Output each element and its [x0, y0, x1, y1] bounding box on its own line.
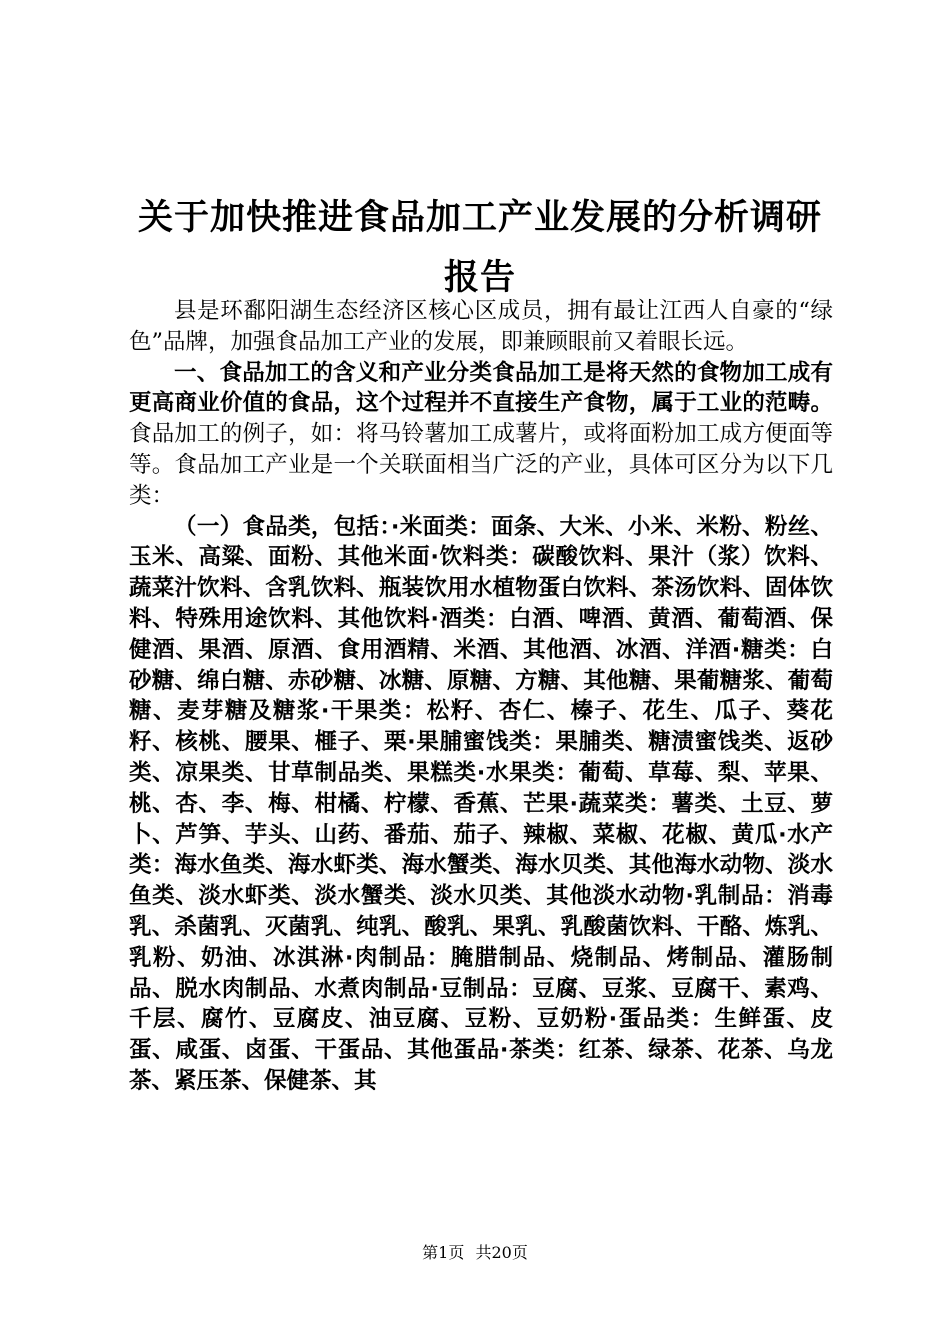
intro-paragraph: 县是环鄱阳湖生态经济区核心区成员，拥有最让江西人自豪的“绿色”品牌，加强食品加工产业的发展，即兼顾眼前又着眼长远。: [129, 298, 833, 355]
page-number: 第1页: [422, 1243, 465, 1262]
section1-paragraph: [129, 358, 833, 512]
section1-heading: 一、食品加工的含义和产业分类食品加工是将天然的食物加工成有更高商业价值的食品，这个过程并不直接生产食物，属于工业的范畴。: [129, 359, 833, 417]
document-body: [129, 296, 833, 1097]
page-total: 共20页: [475, 1243, 528, 1262]
section1-body: 食品加工的例子，如：将马铃薯加工成薯片，或将面粉加工成方便面等等。食品加工产业是一个关联面相当广泛的产业，具体可区分为以下几类：: [129, 421, 833, 509]
food-categories-paragraph: （一）食品类，包括：·米面类：面条、大米、小米、米粉、粉丝、玉米、高粱、面粉、其他米面·饮料类：碳酸饮料、果汁（浆）饮料、蔬菜汁饮料、含乳饮料、瓶装饮用水植物蛋白饮料、茶汤饮料、固体饮料、特殊用途饮料、其他饮料·酒类：白酒、啤酒、黄酒、葡萄酒、保健酒、果酒、原酒、食用酒精、米酒、其他酒、冰酒、洋酒·糖类：白砂糖、绵白糖、赤砂糖、冰糖、原糖、方糖、其他糖、果葡糖浆、葡萄糖、麦芽糖及糖浆·干果类：松籽、杏仁、榛子、花生、瓜子、葵花籽、核桃、腰果、榧子、栗·果脯蜜饯类：果脯类、糖渍蜜饯类、返砂类、凉果类、甘草制品类、果糕类·水果类：葡萄、草莓、梨、苹果、桃、杏、李、梅、柑橘、柠檬、香蕉、芒果·蔬菜类：薯类、土豆、萝卜、芦笋、芋头、山药、番茄、茄子、辣椒、菜椒、花椒、黄瓜·水产类：海水鱼类、海水虾类、海水蟹类、海水贝类、其他海水动物、淡水鱼类、淡水虾类、淡水蟹类、淡水贝类、其他淡水动物·乳制品：消毒乳、杀菌乳、灭菌乳、纯乳、酸乳、果乳、乳酸菌饮料、干酪、炼乳、乳粉、奶油、冰淇淋·肉制品：腌腊制品、烧制品、烤制品、灌肠制品、脱水肉制品、水煮肉制品·豆制品：豆腐、豆浆、豆腐干、素鸡、千层、腐竹、豆腐皮、油豆腐、豆粉、豆奶粉·蛋品类：生鲜蛋、皮蛋、咸蛋、卤蛋、干蛋品、其他蛋品·茶类：红茶、绿茶、花茶、乌龙茶、紧压茶、保健茶、其: [129, 513, 833, 1094]
page-footer: [0, 1243, 950, 1263]
document-title: 关于加快推进食品加工产业发展的分析调研报告: [137, 198, 822, 298]
